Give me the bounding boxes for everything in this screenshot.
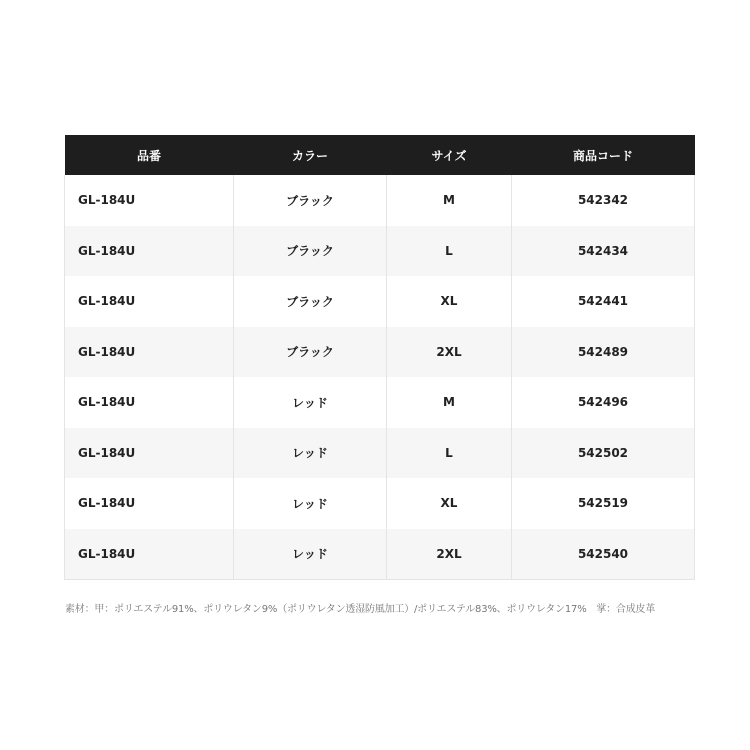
table-row [65,377,695,428]
cell-size: 2XL [387,327,512,378]
table-row [65,529,695,580]
header-product-number: 品番 [136,148,161,163]
cell-product-code: 542496 [512,377,695,428]
cell-color: レッド [234,529,387,580]
cell-product-code: 542441 [512,276,695,327]
table-row [65,175,695,226]
cell-product-code: 542540 [512,529,695,580]
cell-product-number: GL-184U [65,327,234,378]
cell-color: ブラック [234,327,387,378]
cell-color: ブラック [234,175,387,226]
product-spec-table [64,135,695,580]
cell-product-number: GL-184U [65,478,234,529]
cell-size: M [387,175,512,226]
table-header-row [65,135,695,175]
table-row [65,276,695,327]
material-note: 素材：甲：ポリエステル91%、ポリウレタン9%（ポリウレタン透湿防風加工）/ポリエステル83%、ポリウレタン17% 掌：合成皮革 [65,604,656,615]
cell-product-number: GL-184U [65,175,234,226]
header-size: サイズ [431,148,467,163]
cell-product-number: GL-184U [65,529,234,580]
cell-product-code: 542489 [512,327,695,378]
cell-size: M [387,377,512,428]
cell-size: L [387,226,512,277]
header-product-code: 商品コード [572,148,633,163]
table-row [65,428,695,479]
table-header [65,135,695,175]
cell-product-number: GL-184U [65,226,234,277]
cell-color: ブラック [234,276,387,327]
header-color: カラー [291,148,328,163]
cell-color: レッド [234,478,387,529]
cell-size: L [387,428,512,479]
table-row [65,226,695,277]
cell-size: XL [387,276,512,327]
table-row [65,327,695,378]
table-body [65,175,695,579]
cell-color: ブラック [234,226,387,277]
cell-size: 2XL [387,529,512,580]
spec-table-container [64,135,694,580]
table-row [65,478,695,529]
cell-product-code: 542342 [512,175,695,226]
cell-product-number: GL-184U [65,428,234,479]
cell-product-code: 542519 [512,478,695,529]
cell-product-number: GL-184U [65,377,234,428]
cell-color: レッド [234,377,387,428]
cell-color: レッド [234,428,387,479]
cell-product-code: 542434 [512,226,695,277]
cell-size: XL [387,478,512,529]
cell-product-code: 542502 [512,428,695,479]
cell-product-number: GL-184U [65,276,234,327]
